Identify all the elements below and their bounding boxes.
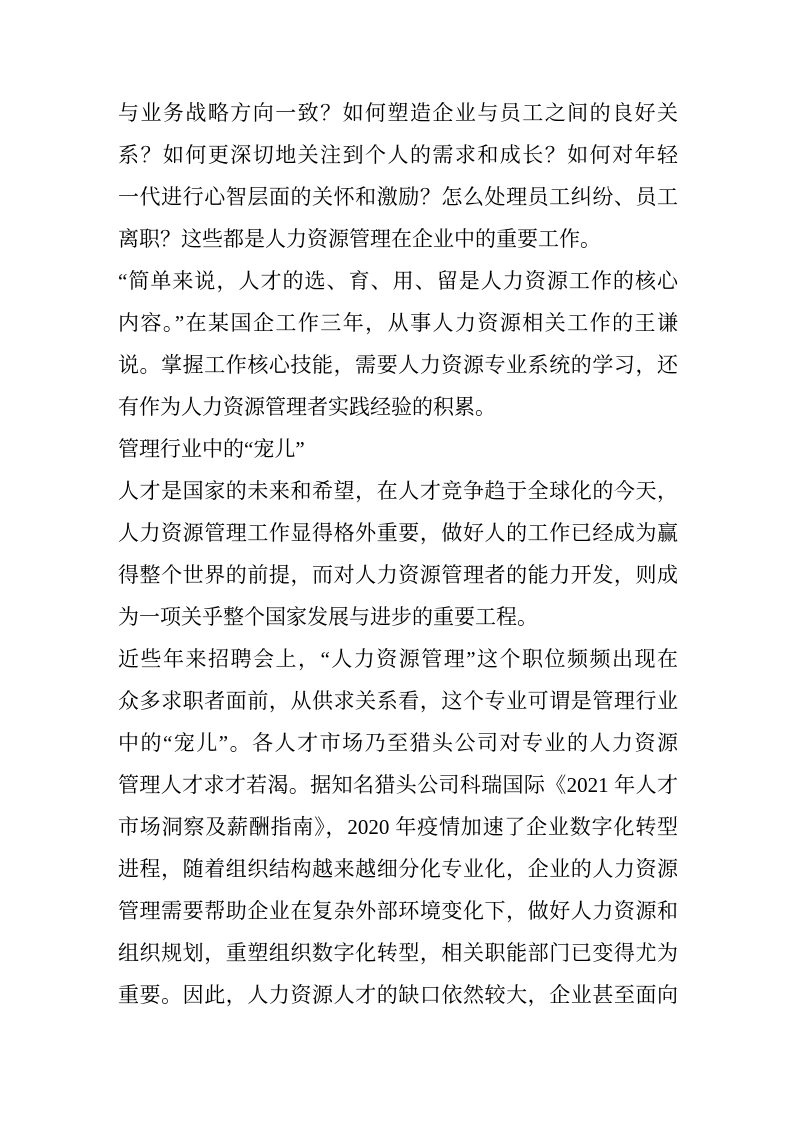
text-block: [118, 92, 678, 1016]
text-line: 一代进行心智层面的关怀和激励？怎么处理员工纠纷、员工: [118, 185, 678, 209]
text-line: 管理人才求才若渴。据知名猎头公司科瑞国际《2021 年人才: [118, 773, 678, 797]
text-line: 与业务战略方向一致？如何塑造企业与员工之间的良好关: [118, 101, 678, 125]
text-line: 近些年来招聘会上，“人力资源管理”这个职位频频出现在: [118, 647, 678, 671]
text-line: 离职？这些都是人力资源管理在企业中的重要工作。: [118, 227, 601, 251]
text-line: 有作为人力资源管理者实践经验的积累。: [118, 395, 496, 419]
text-line: 为一项关乎整个国家发展与进步的重要工程。: [118, 605, 538, 629]
text-line: 市场洞察及薪酬指南》，2020 年疫情加速了企业数字化转型: [118, 815, 678, 839]
text-line: 中的“宠儿”。各人才市场乃至猎头公司对专业的人力资源: [118, 731, 678, 755]
text-line: “简单来说，人才的选、育、用、留是人力资源工作的核心: [118, 269, 678, 293]
text-line: 内容。”在某国企工作三年，从事人力资源相关工作的王谦: [118, 311, 678, 335]
text-line: 众多求职者面前，从供求关系看，这个专业可谓是管理行业: [118, 689, 678, 713]
section-heading: 管理行业中的“宠儿”: [118, 437, 305, 461]
text-line: 说。掌握工作核心技能，需要人力资源专业系统的学习，还: [118, 353, 678, 377]
text-line: 管理需要帮助企业在复杂外部环境变化下，做好人力资源和: [118, 899, 678, 923]
text-line: 系？如何更深切地关注到个人的需求和成长？如何对年轻: [118, 143, 678, 167]
text-line: 重要。因此，人力资源人才的缺口依然较大，企业甚至面向: [118, 983, 678, 1007]
text-line: 人才是国家的未来和希望，在人才竞争趋于全球化的今天，: [118, 479, 678, 503]
text-line: 组织规划，重塑组织数字化转型，相关职能部门已变得尤为: [118, 941, 678, 965]
text-line: 人力资源管理工作显得格外重要，做好人的工作已经成为赢: [118, 521, 678, 545]
text-line: 得整个世界的前提，而对人力资源管理者的能力开发，则成: [118, 563, 678, 587]
text-line: 进程，随着组织结构越来越细分化专业化，企业的人力资源: [118, 857, 678, 881]
